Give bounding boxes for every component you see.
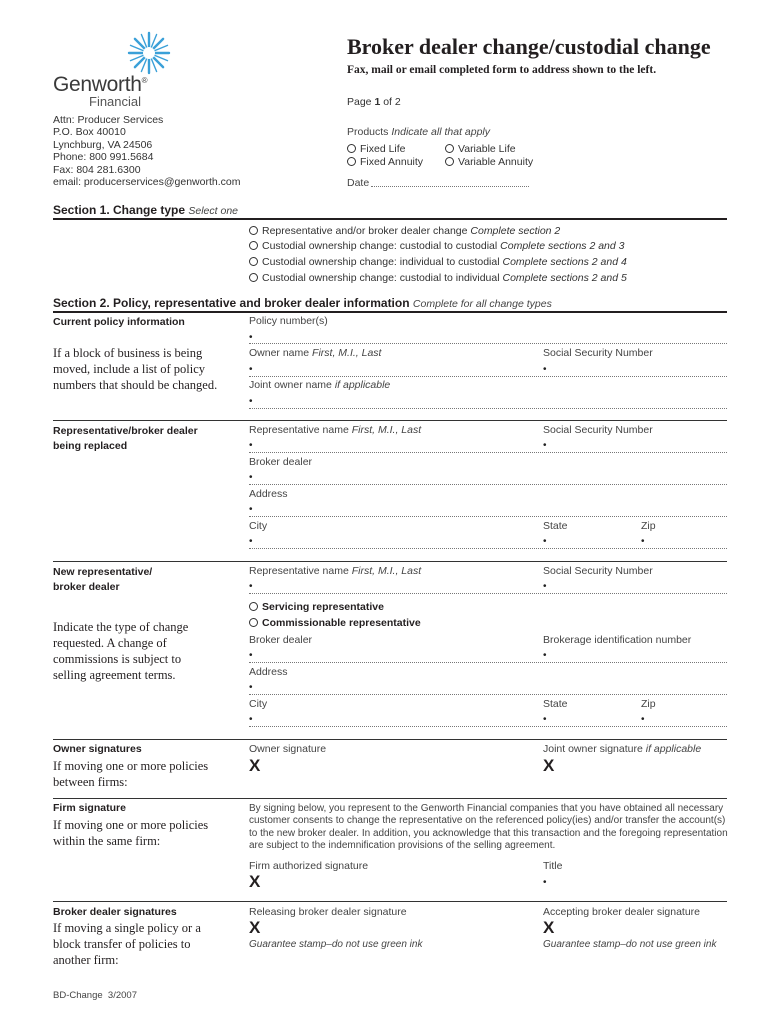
new-zip-bullet: • [641,714,645,725]
joint-owner-label: Joint owner name if applicable [249,379,391,391]
joint-owner-signature-field[interactable]: X [543,756,555,775]
new-bd-field[interactable] [249,662,727,663]
owner-ssn-bullet: • [543,364,547,375]
new-rep-note: Indicate the type of change requested. A change of commissions is subject to selling agreement terms. [53,620,189,682]
address-fax: Fax: 804 281.6300 [53,163,141,176]
replaced-rep-bullet: • [249,440,253,451]
radio-icon[interactable] [249,241,258,250]
servicing-rep-option[interactable]: Servicing representative [249,601,384,613]
new-rep-name-field[interactable] [249,593,727,594]
new-zip-label: Zip [641,698,656,710]
new-rep-name-label: Representative name First, M.I., Last [249,565,422,577]
new-bd-label: Broker dealer [249,634,313,646]
radio-icon[interactable] [445,157,454,166]
genworth-logo-icon [126,30,172,76]
products-label: Products Indicate all that apply [347,126,491,138]
radio-icon[interactable] [347,157,356,166]
page-subtitle: Fax, mail or email completed form to address shown to the left. [347,64,657,76]
new-city-label: City [249,698,268,710]
change-type-option-2[interactable]: Custodial ownership change: custodial to custodial Complete sections 2 and 3 [249,240,624,252]
new-bd-bullet: • [249,650,253,661]
radio-icon[interactable] [445,144,454,153]
replaced-bd-bullet: • [249,472,253,483]
firm-authorized-signature-label: Firm authorized signature [249,860,369,872]
bd-sig-rule [53,901,727,902]
new-state-bullet: • [543,714,547,725]
form-code: BD-Change 3/2007 [53,990,137,1001]
accepting-guarantee-stamp-note: Guarantee stamp–do not use green ink [543,939,717,950]
radio-icon[interactable] [249,618,258,627]
radio-icon[interactable] [249,273,258,282]
owner-sig-rule [53,739,727,740]
current-policy-note: If a block of business is being moved, include a list of policy numbers that should be changed. [53,346,218,392]
replaced-bd-field[interactable] [249,484,727,485]
firm-sig-note: If moving one or more policies within the same firm: [53,818,209,848]
radio-icon[interactable] [249,257,258,266]
replaced-state-bullet: • [543,536,547,547]
product-variable-annuity[interactable]: Variable Annuity [445,156,533,168]
replaced-address-field[interactable] [249,516,727,517]
bd-sig-heading: Broker dealer signatures [53,906,177,918]
product-variable-life[interactable]: Variable Life [445,143,516,155]
firm-authorized-signature-field[interactable]: X [249,872,261,891]
address-attn: Attn: Producer Services [53,114,164,126]
section-2-title: Section 2. Policy, representative and broker dealer information Complete for all change types [53,296,552,310]
firm-sig-rule [53,798,727,799]
replaced-rep-name-label: Representative name First, M.I., Last [249,424,422,436]
owner-name-field[interactable] [249,376,727,377]
firm-title-label: Title [543,860,563,872]
page-title: Broker dealer change/custodial change [347,34,711,59]
current-policy-heading: Current policy information [53,316,185,328]
replaced-ssn-bullet: • [543,440,547,451]
commissionable-rep-option[interactable]: Commissionable representative [249,617,421,629]
joint-owner-field[interactable] [249,408,727,409]
radio-icon[interactable] [249,226,258,235]
replaced-rule [53,420,727,421]
owner-name-bullet: • [249,364,253,375]
replaced-rep-field[interactable] [249,452,727,453]
releasing-bd-signature-field[interactable]: X [249,918,261,937]
address-email[interactable]: email: producerservices@genworth.com [53,176,241,189]
brand-name: Genworth® [53,73,148,96]
change-type-option-1[interactable]: Representative and/or broker dealer change Complete section 2 [249,225,560,237]
brokerage-id-label: Brokerage identification number [543,634,692,646]
releasing-guarantee-stamp-note: Guarantee stamp–do not use green ink [249,939,423,950]
address-po: P.O. Box 40010 [53,126,126,139]
new-state-label: State [543,698,568,710]
releasing-bd-signature-label: Releasing broker dealer signature [249,906,407,918]
replaced-ssn-label: Social Security Number [543,424,653,436]
mailing-address [53,114,240,188]
firm-title-bullet[interactable]: • [543,877,547,888]
change-type-option-3[interactable]: Custodial ownership change: individual to custodial Complete sections 2 and 4 [249,256,627,268]
new-address-bullet: • [249,682,253,693]
new-rep-rule [53,561,727,562]
bd-sig-note: If moving a single policy or a block transfer of policies to another firm: [53,921,201,967]
replaced-address-bullet: • [249,504,253,515]
section-1-rule [53,218,727,220]
replaced-zip-bullet: • [641,536,645,547]
replaced-heading: Representative/broker dealer being replaced [53,425,198,452]
policy-number-bullet: • [249,332,253,343]
owner-name-label: Owner name First, M.I., Last [249,347,382,359]
replaced-zip-label: Zip [641,520,656,532]
new-address-field[interactable] [249,694,727,695]
section-2-rule [53,311,727,313]
owner-signature-label: Owner signature [249,743,327,755]
radio-icon[interactable] [249,602,258,611]
replaced-address-label: Address [249,488,288,500]
product-fixed-life[interactable]: Fixed Life [347,143,406,155]
accepting-bd-signature-field[interactable]: X [543,918,555,937]
brand-subname: Financial [89,94,142,109]
owner-sig-note: If moving one or more policies between firms: [53,759,209,789]
replaced-city-bullet: • [249,536,253,547]
new-city-field[interactable] [249,726,727,727]
owner-signature-field[interactable]: X [249,756,261,775]
date-field[interactable] [371,186,529,187]
new-address-label: Address [249,666,288,678]
joint-owner-bullet: • [249,396,253,407]
new-rep-bullet: • [249,581,253,592]
product-fixed-annuity[interactable]: Fixed Annuity [347,156,423,168]
radio-icon[interactable] [347,144,356,153]
new-rep-ssn-label: Social Security Number [543,565,653,577]
accepting-bd-signature-label: Accepting broker dealer signature [543,906,701,918]
date-label: Date [347,177,370,189]
firm-sig-heading: Firm signature [53,802,126,814]
replaced-bd-label: Broker dealer [249,456,313,468]
change-type-option-4[interactable]: Custodial ownership change: custodial to individual Complete sections 2 and 5 [249,272,627,284]
page-number: Page 1 of 2 [347,96,401,108]
address-phone: Phone: 800 991.5684 [53,151,154,164]
address-city: Lynchburg, VA 24506 [53,138,153,151]
joint-owner-signature-label: Joint owner signature if applicable [543,743,702,755]
brokerage-id-bullet: • [543,650,547,661]
replaced-city-field[interactable] [249,548,727,549]
policy-number-label: Policy number(s) [249,315,328,327]
owner-ssn-label: Social Security Number [543,347,653,359]
owner-sig-heading: Owner signatures [53,743,142,755]
new-city-bullet: • [249,714,253,725]
replaced-city-label: City [249,520,268,532]
firm-sig-statement: By signing below, you represent to the Genworth Financial companies that you have obtained all necessary customer consents to change the representative on the referenced policy(ies) and/or transfer the account(s) to the new broker dealer. In addition, you acknowledge that this transaction and the foregoing representation are subject to the indemnification provisions of the selling agreement. [249,803,728,851]
new-rep-ssn-bullet: • [543,581,547,592]
policy-number-field[interactable] [249,343,727,344]
section-1-title: Section 1. Change type Select one [53,203,238,217]
new-rep-heading: New representative/ broker dealer [53,566,153,593]
replaced-state-label: State [543,520,568,532]
